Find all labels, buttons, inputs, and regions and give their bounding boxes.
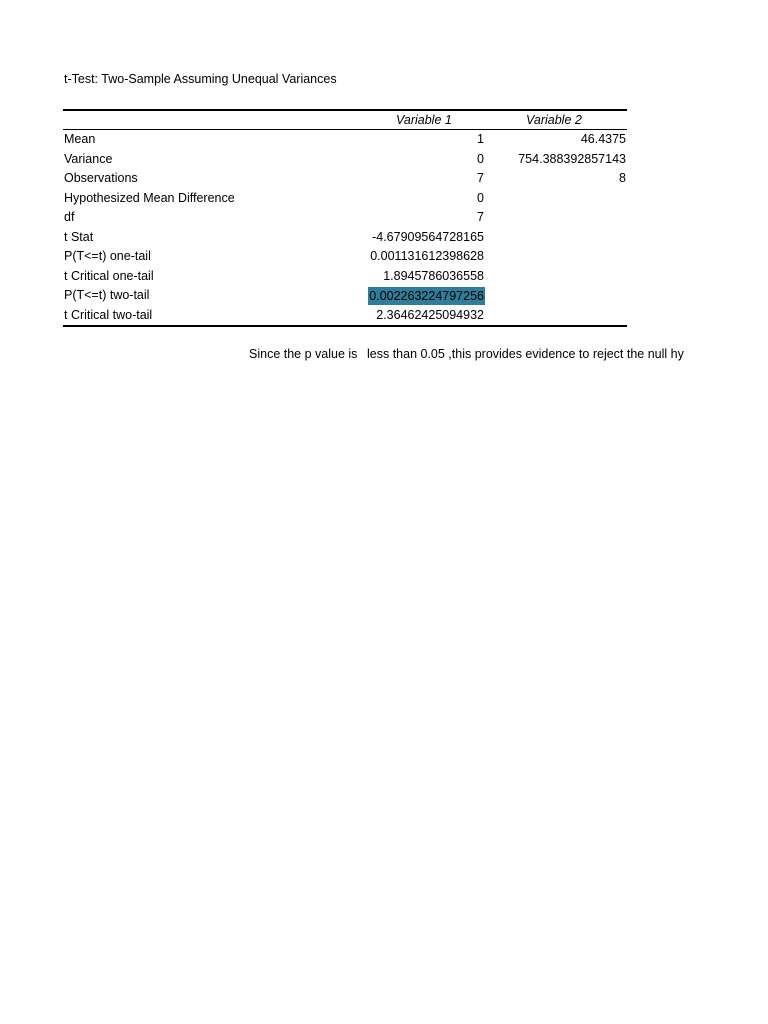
row-label[interactable]: t Critical one-tail xyxy=(64,268,154,283)
variable-1-value[interactable]: 7 xyxy=(477,171,484,185)
variable-2-value[interactable]: 754.388392857143 xyxy=(518,151,626,166)
variable-1-value[interactable]: 2.36462425094932 xyxy=(376,307,484,322)
table-row-t-critical-one-tail xyxy=(63,267,627,287)
table-row-p-two-tail xyxy=(63,286,627,306)
conclusion-text-part-2[interactable]: less than 0.05 ,this provides evidence to reject the null hy xyxy=(367,347,684,361)
row-label[interactable]: Variance xyxy=(64,151,113,166)
row-label[interactable]: Observations xyxy=(64,171,138,185)
page-title: t-Test: Two-Sample Assuming Unequal Variances xyxy=(64,72,337,86)
variable-2-value[interactable]: 8 xyxy=(619,171,626,185)
variable-1-value[interactable]: 1 xyxy=(477,132,484,146)
variable-1-value[interactable]: 1.8945786036558 xyxy=(383,268,484,283)
column-header-variable-1: Variable 1 xyxy=(396,113,452,127)
table-row-variance xyxy=(63,150,627,170)
row-label[interactable]: Hypothesized Mean Difference xyxy=(64,190,235,205)
table-row-t-stat xyxy=(63,228,627,248)
row-label[interactable]: t Critical two-tail xyxy=(64,307,153,322)
row-label[interactable]: df xyxy=(64,210,75,224)
conclusion-text-part-1[interactable]: Since the p value is xyxy=(249,347,358,361)
variable-1-value[interactable]: 0 xyxy=(477,151,484,166)
variable-1-value[interactable]: -4.67909564728165 xyxy=(372,229,484,244)
variable-1-value[interactable]: 0 xyxy=(477,190,484,205)
row-label[interactable]: t Stat xyxy=(64,229,94,244)
row-label[interactable]: P(T<=t) two-tail xyxy=(64,288,150,302)
row-label[interactable]: Mean xyxy=(64,132,96,146)
variable-2-value[interactable]: 46.4375 xyxy=(580,132,626,146)
table-row-df xyxy=(63,208,627,228)
variable-1-value[interactable]: 0.001131612398628 xyxy=(370,249,484,263)
variable-1-value[interactable]: 7 xyxy=(477,210,484,224)
table-row-t-critical-two-tail xyxy=(63,306,627,326)
table-row-mean xyxy=(63,130,627,150)
table-row-hypothesized-mean-difference xyxy=(63,189,627,209)
column-header-variable-2: Variable 2 xyxy=(526,113,582,127)
table-row-p-one-tail xyxy=(63,247,627,267)
ttest-results-table xyxy=(63,109,627,327)
selected-cell-p-two-tail[interactable]: 0.002263224797256 xyxy=(369,289,484,303)
table-header-row xyxy=(63,111,627,130)
table-row-observations xyxy=(63,169,627,189)
row-label[interactable]: P(T<=t) one-tail xyxy=(64,249,151,263)
